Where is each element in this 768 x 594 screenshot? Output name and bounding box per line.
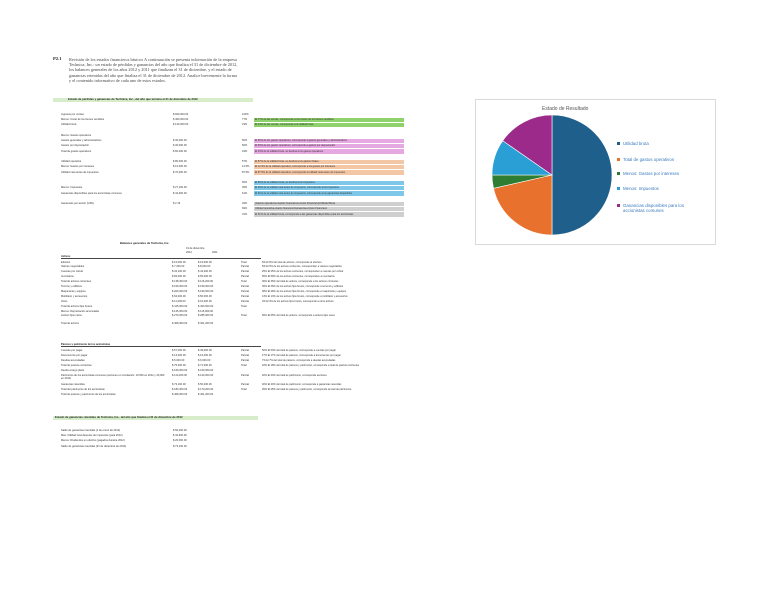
income-row-amount: $ 600,000.00 [173, 113, 189, 116]
asset-2011: $ 400,000.00 [198, 304, 214, 308]
asset-type: Total [241, 314, 247, 318]
asset-2012: $ 34,100.00 [172, 270, 186, 274]
liability-2011: $ 160,000.00 [198, 368, 214, 372]
income-row-pct: 49% [242, 202, 248, 206]
chart-panel [475, 99, 716, 245]
income-row-amount: $ 42,900.00 [173, 191, 187, 195]
asset-type: Parcial [241, 285, 249, 288]
income-row-label: Ganancias disponibles para los accionistas comunes [61, 191, 122, 195]
asset-note: 36% El 36% del total de activos, corresponde a los activos corrientes [262, 280, 339, 284]
asset-note: 13% El 13% de los activos fijos brutos, corresponde a mobiliario y accesorios [262, 294, 348, 298]
retained-row-label: Más: Utilidad neta después de impuestos (para 2012) [61, 434, 123, 438]
asset-2011: $ 190,000.00 [198, 289, 214, 293]
income-row-label: Menos: Impuestos [61, 186, 83, 190]
liability-note: 40% El 40% del total de patrimonio, corresponde acciones [262, 373, 327, 377]
income-row-pct: 50% [242, 139, 248, 143]
asset-note: 59% El 59% de los activos corrientes, corresponden a inventarios [262, 275, 335, 279]
asset-type: Parcial [241, 275, 249, 279]
income-row-amount: $ 80,000.00 [173, 160, 187, 164]
liability-2012: $ 13,000.00 [172, 353, 186, 357]
asset-2012: $ 11,000.00 [172, 299, 186, 303]
asset-2012: $ 54,000.00 [172, 294, 186, 298]
liability-type: Total [241, 387, 247, 391]
asset-label: Terreno y edificios [61, 285, 82, 288]
asset-2011: $ 285,000.00 [198, 314, 214, 318]
liability-type: Total [241, 363, 247, 367]
asset-2011: $ 10,000.00 [198, 299, 212, 303]
retained-row-amount: $ 20,000.00 [173, 439, 187, 443]
legend-label: Total de gastos operativos [623, 157, 675, 162]
balance-title: Balances generales de Technica, Inc. [120, 241, 170, 245]
liability-label: Deuda a largo plazo [61, 368, 85, 372]
income-row-pct: 12.5% [242, 165, 250, 169]
income-row-label: Ganancias por acción (GPA) [61, 202, 94, 206]
retained-row-label: Saldo de ganancias retenidas (31 de diciembre de 2012) [61, 444, 127, 448]
asset-label: Mobiliario y accesorios [61, 294, 88, 298]
retained-row-label: Saldo de ganancias retenidas (1 de enero de 2012) [61, 429, 121, 432]
legend-label: Utilidad bruta [623, 141, 649, 146]
income-row-note: El 57% de la utilidad bruta, se destina a los gastos finales [255, 160, 319, 164]
asset-type: Total [241, 260, 247, 264]
balance-year-2012: 2012 [186, 251, 192, 254]
income-row-label: Gastos por depreciación [61, 144, 90, 148]
liability-2012: $ 408,300.00 [172, 392, 188, 396]
liability-label: Total del patrimonio de los accionistas [61, 387, 105, 391]
liability-2012: $ 5,000.00 [172, 358, 185, 362]
liability-note: 40% El 40% del total de patrimonio, corresponde a ganancias retenidas [262, 383, 342, 386]
asset-note: 36% El 36% de los activos fijos brutos, corresponde a terrenos y edificios [262, 285, 344, 288]
assets-heading: Activos [61, 255, 261, 259]
asset-note: 5% El 5% de los activos corrientes, corresponden a valores negociables [262, 265, 342, 269]
asset-label: Otros [61, 299, 68, 303]
income-row-amount: $ 30,000.00 [173, 144, 187, 148]
income-row-pct: 100% [242, 113, 249, 116]
legend-swatch [617, 187, 620, 190]
liability-2011: $ 6,000.00 [198, 358, 211, 362]
retained-row-label: Menos: Dividendos en efectivo (pagados durante 2012) [61, 439, 125, 443]
asset-2011: $ 401,200.00 [198, 321, 214, 325]
asset-type: Parcial [241, 299, 249, 303]
asset-2012: $ 82,000.00 [172, 275, 186, 279]
asset-note: 48% El 48% de los activos fijos brutos, corresponde a maquinaria y equipos [262, 289, 347, 293]
income-row-amount: $ 2.15 [173, 202, 181, 206]
income-row-pct: 69% [242, 207, 248, 211]
liability-note: 50% El 50% del total de pasivos, corresponde a cuentas por pagar [262, 349, 336, 352]
income-row-label: Utilidad operativa [61, 160, 82, 164]
liability-label: Ganancias retenidas [61, 383, 85, 386]
retained-row-amount: $ 50,200.00 [173, 429, 187, 432]
asset-2011: $ 42,200.00 [198, 270, 212, 274]
asset-label: Efectivo [61, 260, 71, 264]
asset-type: Parcial [241, 289, 249, 293]
income-row-amount: $ 70,000.00 [173, 170, 187, 174]
income-row-note: El 87.5% de la utilidad operativa, corresponde la utilidad neta antes de impuestos [255, 170, 346, 174]
asset-2012: $ 408,300.00 [172, 321, 188, 325]
income-row-note: El 50% de los gastos operativos, corresponde a gastos por depreciación [255, 144, 336, 148]
liability-note: 45% El 45% del total de pasivos y patrimonio, corresponde al total de patrimonio [262, 387, 352, 391]
legend-swatch [617, 172, 620, 175]
asset-label: Total de activos [61, 321, 79, 325]
income-row-amount: $ 460,000.00 [173, 118, 189, 122]
asset-2011: $ 50,000.00 [198, 294, 212, 298]
income-row-note: El 23% de las ventas, corresponde a la utilidad bruta [255, 123, 314, 127]
income-row-label: Menos: Costo de los bienes vendidos [61, 118, 105, 122]
liability-note: 18% El 18% del total de pasivos y patrimonio, corresponde a total de pasivos corrientes [262, 363, 360, 367]
liability-2011: $ 49,000.00 [198, 349, 212, 352]
retained-row-amount: $ 42,900.00 [173, 434, 187, 438]
asset-type: Parcial [241, 270, 249, 274]
income-row-note: El 31% de la utilidad bruta, corresponde a las ganancias disponibles para los accionistas [255, 212, 354, 216]
liability-label: Documentos por pagar [61, 353, 88, 357]
liability-label: Cuentas por pagar [61, 349, 83, 352]
income-row-note: El 43% de la utilidad bruta, se destina a los gastos operativos [255, 149, 324, 153]
liability-note: 17% El 17% del total de pasivos, corresponde a documentos por pagar [262, 353, 341, 357]
liability-2012: $ 150,000.00 [172, 368, 188, 372]
asset-type: Total [241, 280, 247, 284]
income-row-label: Utilidad bruta [61, 123, 77, 127]
legend-swatch [617, 204, 620, 207]
liability-2011: $ 50,200.00 [198, 383, 212, 386]
asset-2011: $ 150,000.00 [198, 285, 214, 288]
asset-label: Total de activos corrientes [61, 280, 91, 284]
liability-label: Patrimonio de los accionistas comunes (acciones en circulación: 19,500 en 2012 y 20,000 en 2011) [61, 373, 165, 380]
problem-id: P2.1 [53, 56, 62, 61]
income-row-note: El 50% de los gastos operativos, corresponde a gastos generales y administrativos [255, 139, 347, 143]
asset-2012: $ 15,000.00 [172, 260, 186, 264]
asset-note: 3% El 3% de los activos fijos brutos, corresponde a otros activos [262, 299, 334, 303]
income-row-note: El 12.5% de la utilidad operativa, corresponde a los gastos por intereses [255, 165, 336, 169]
income-row-pct: 23% [242, 123, 248, 127]
liability-type: Parcial [241, 373, 249, 377]
income-row-pct: 39% [242, 186, 248, 190]
asset-2011: $ 116,200.00 [198, 280, 213, 284]
liability-2011: $ 401,200.00 [198, 392, 214, 396]
income-row-pct: 43% [242, 149, 248, 153]
retained-row-amount: $ 73,100.00 [173, 444, 187, 448]
asset-note: 6% El 6% del total de activos, corresponde al efectivo [262, 260, 322, 264]
liability-2012: $ 110,200.00 [172, 373, 187, 377]
liability-2011: $ 120,000.00 [198, 373, 214, 377]
income-row-pct: 77% [242, 118, 248, 122]
liability-label: Total de pasivos corrientes [61, 363, 92, 367]
income-row-pct: 50% [242, 144, 248, 148]
liability-2011: $ 170,200.00 [198, 387, 214, 391]
income-row-pct: 87.5% [242, 170, 250, 174]
income-row-note: Utilidad operativa+Gasto financiero/Ganancias+Costo Financiero [255, 207, 327, 211]
income-row-note: El 39% de la utilidad neta antes de impuestos, corresponde a los impuestos [255, 186, 339, 190]
income-row-label: Menos: Gastos operativos [61, 134, 92, 137]
legend-label: Menos: Impuestos [623, 186, 659, 191]
asset-label: Menos: Depreciación acumulada [61, 309, 99, 313]
liability-2012: $ 57,000.00 [172, 349, 186, 352]
income-row-pct: 57% [242, 160, 248, 164]
asset-note: 66% El 66% del total de activos, corresponde a activos fijos netos [262, 314, 335, 318]
income-row-label: Total de gastos operativos [61, 149, 92, 153]
income-row-label: Gastos generales y administrativos [61, 139, 102, 143]
liability-type: Parcial [241, 353, 249, 357]
liability-type: Parcial [241, 383, 249, 386]
liability-label: Total de pasivos y patrimonio de los accionistas [61, 392, 116, 396]
pie-slice-0 [552, 115, 612, 235]
legend-swatch [617, 142, 620, 145]
asset-2012: $ 7,200.00 [172, 265, 185, 269]
retained-title: Estado de ganancias retenidas de Technica, Inc., del año que finaliza el 31 de diciembre de 2012 [55, 415, 183, 420]
liability-2012: $ 183,300.00 [172, 387, 188, 391]
income-row-pct: 31% [242, 212, 248, 216]
income-row-label: Menos: Gastos por intereses [61, 165, 95, 169]
balance-year-2011: 2011 [212, 251, 218, 254]
asset-label: Maquinaria y equipos [61, 289, 86, 293]
liability-note: 7% El 7% del total de pasivos, corresponde a deudas acumuladas [262, 358, 336, 362]
asset-2012: $ 415,000.00 [172, 304, 188, 308]
income-title: Estado de pérdidas y ganancias de Technica, Inc., del año que termina el 31 de diciembre de 2012 [68, 97, 198, 102]
income-row-amount: $ 30,000.00 [173, 139, 187, 143]
income-row-amount: $ 10,000.00 [173, 165, 187, 169]
asset-2011: $ 115,000.00 [198, 309, 213, 313]
asset-label: Cuentas por cobrar [61, 270, 84, 274]
income-row-note: (Gastos operativos+Gastos financieros+Costo Financiero)/Utilidad Bruta [255, 202, 336, 206]
income-row-amount: $ 140,000.00 [173, 123, 189, 127]
liabilities-heading: Pasivos y patrimonio de los accionistas [61, 343, 261, 347]
income-row-note: El 61% de la utilidad neta antes de impuestos, corresponde a las ganancias disponibles [255, 191, 353, 195]
balance-date: 31 de diciembre [186, 247, 205, 250]
income-row-pct: 50% [242, 181, 248, 185]
asset-type: Total [241, 304, 247, 308]
asset-2012: $ 150,000.00 [172, 285, 188, 288]
legend-label: Menos: Gastos por intereses [623, 171, 680, 176]
asset-label: Inventarios [61, 275, 74, 279]
liability-type: Parcial [241, 358, 249, 362]
legend-label: Ganancias disponibles para los accionistas comunes [623, 203, 685, 214]
income-row-note: El 50% de la utilidad bruta, se destina a los impuestos [255, 181, 315, 185]
asset-2012: $ 138,300.00 [172, 280, 188, 284]
asset-note: 25% El 25% de los activos corrientes, corresponden a cuentas por cobrar [262, 270, 344, 274]
problem-text: Revisión de los estados financieros básicos A continuación se presenta información de la empresa Technica, Inc.: un estado de pérdidas y ganancias del año que finaliza el 31 de diciembre de 2012, los balances generales de los años 2012 y 2011 que finalizan el 31 de diciembre, y el estado de ganancias retenidas del año que finaliza el 31 de diciembre de 2012. Analice brevemente la forma y el contenido informativo de cada uno de estos estados. [69, 57, 238, 83]
asset-type: Parcial [241, 265, 249, 269]
legend-swatch [617, 158, 620, 161]
income-row-label: Ingresos por ventas [61, 113, 84, 116]
liability-2012: $ 73,100.00 [172, 383, 186, 386]
asset-2012: $ 200,000.00 [172, 289, 188, 293]
income-row-pct: 61% [242, 191, 248, 195]
asset-label: Activos fijos netos [61, 314, 82, 318]
liability-label: Deudas acumuladas [61, 358, 85, 362]
asset-2012: $ 145,000.00 [172, 309, 188, 313]
asset-type: Parcial [241, 294, 249, 298]
asset-2011: $ 50,000.00 [198, 275, 212, 279]
asset-2012: $ 270,000.00 [172, 314, 188, 318]
liability-type: Parcial [241, 349, 249, 352]
income-row-note: El 77% de las ventas, corresponde a los costos de los bienes vendidos [255, 118, 334, 122]
income-row-amount: $ 60,000.00 [173, 149, 187, 153]
asset-2011: $ 16,000.00 [198, 260, 212, 264]
asset-label: Valores negociables [61, 265, 85, 269]
liability-2011: $ 16,000.00 [198, 353, 212, 357]
income-row-amount: $ 27,100.00 [173, 186, 187, 190]
income-row-label: Utilidad neta antes de impuestos [61, 170, 99, 174]
liability-2011: $ 71,000.00 [198, 363, 212, 367]
asset-2011: $ 8,000.00 [198, 265, 211, 269]
chart-title: Estado de Resultado [542, 106, 589, 112]
asset-label: Total de activos fijos brutos [61, 304, 93, 308]
liability-2012: $ 75,000.00 [172, 363, 186, 367]
